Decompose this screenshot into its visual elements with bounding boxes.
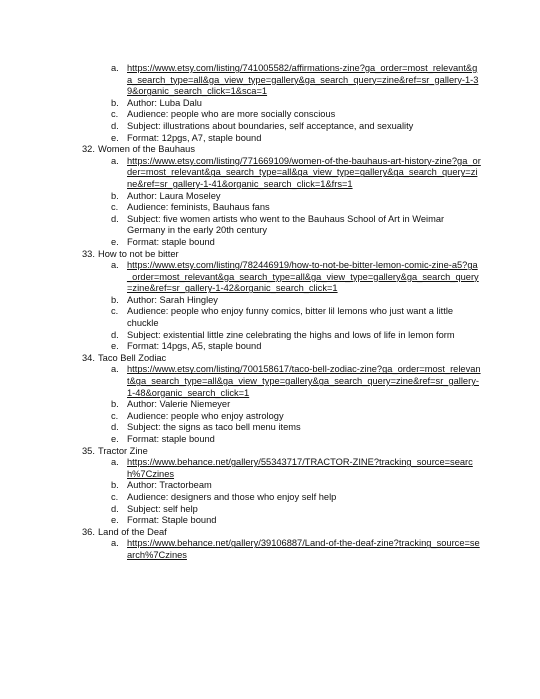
entry-title-text: Taco Bell Zodiac: [98, 352, 167, 363]
item-letter: d.: [111, 120, 119, 131]
zine-entry: [82, 249, 482, 353]
list-item: [111, 480, 482, 492]
item-letter: a.: [111, 260, 119, 271]
list-item[interactable]: [111, 538, 482, 561]
item-letter: d.: [111, 503, 119, 514]
link-wrapper: [127, 156, 482, 191]
item-text: Format: Staple bound: [127, 515, 217, 526]
item-letter: e.: [111, 434, 119, 444]
list-item: [111, 133, 482, 145]
link-wrapper: [127, 538, 482, 561]
list-item[interactable]: [111, 260, 482, 295]
item-text: Subject: the signs as taco bell menu items: [127, 422, 301, 433]
item-letter: c.: [111, 306, 119, 317]
list-item: [111, 330, 482, 342]
source-link[interactable]: https://www.etsy.com/listing/771669109/women-of-the-bauhaus-art-history-zine?ga_order=most_relevant&ga_search_type=all&ga_view_type=gallery&ga_search_query=zine&ref=sr_gallery-1-41&organic_search_click=1&frs=1: [127, 155, 481, 189]
item-text: Audience: people who enjoy astrology: [127, 410, 284, 421]
list-item: [111, 492, 482, 504]
item-letter: c.: [111, 202, 119, 213]
list-item: [111, 515, 482, 527]
entry-title-text: How to not be bitter: [98, 248, 179, 259]
item-letter: d.: [111, 329, 119, 340]
item-text: Subject: self help: [127, 503, 198, 514]
list-item: [111, 422, 482, 434]
list-item: [111, 202, 482, 214]
item-text: Audience: people who enjoy funny comics, bitter lil lemons who just want a little chuckle: [127, 306, 454, 329]
entry-title: [82, 446, 482, 458]
list-item: [111, 306, 482, 329]
item-letter: e.: [111, 515, 119, 526]
entry-number: 33.: [82, 248, 95, 259]
item-text: Format: 12pgs, A7, staple bound: [127, 132, 262, 143]
item-letter: c.: [111, 109, 119, 120]
item-letter: c.: [111, 491, 119, 502]
entry-continued: [82, 63, 482, 144]
source-link[interactable]: https://www.behance.net/gallery/55343717/TRACTOR-ZINE?tracking_source=search%7Czines: [127, 457, 473, 479]
list-item: [111, 109, 482, 121]
item-letter: b.: [111, 97, 119, 108]
item-text: Author: Tractorbeam: [127, 480, 212, 491]
zine-entry: [82, 527, 482, 562]
link-wrapper: [127, 364, 482, 399]
item-text: Format: 14pgs, A5, staple bound: [127, 341, 262, 352]
entry-title-text: Land of the Deaf: [98, 526, 167, 537]
list-item: [111, 411, 482, 423]
list-item: [111, 121, 482, 133]
entry-title: [82, 527, 482, 539]
list-item: [111, 98, 482, 110]
list-item: [111, 214, 482, 237]
item-text: Author: Sarah Hingley: [127, 294, 218, 305]
item-text: Subject: existential little zine celebrating the highs and lows of life in lemon form: [127, 329, 455, 340]
item-letter: e.: [111, 132, 119, 143]
entry-number: 36.: [82, 526, 95, 537]
list-item: [111, 434, 482, 446]
item-text: Subject: illustrations about boundaries, self acceptance, and sexuality: [127, 120, 414, 131]
list-item: [111, 295, 482, 307]
item-text: Author: Laura Moseley: [127, 190, 221, 201]
zine-list: [82, 63, 482, 562]
list-item: [111, 341, 482, 353]
item-letter: a.: [111, 538, 119, 549]
source-link[interactable]: https://www.behance.net/gallery/39106887/Land-of-the-deaf-zine?tracking_source=search%7Czines: [127, 538, 480, 560]
item-letter: b.: [111, 190, 119, 201]
link-wrapper: [127, 457, 482, 480]
list-item: [111, 504, 482, 516]
entry-title: [82, 353, 482, 365]
entry-title: [82, 249, 482, 261]
item-text: Audience: designers and those who enjoy self help: [127, 491, 337, 502]
source-link[interactable]: https://www.etsy.com/listing/741005582/affirmations-zine?ga_order=most_relevant&ga_search_type=all&ga_view_type=gallery&ga_search_query=zine&ref=sr_gallery-1-39&organic_search_click=1&sca=1: [127, 63, 479, 97]
source-link[interactable]: https://www.etsy.com/listing/700158617/taco-bell-zodiac-zine?ga_order=most_relevant&ga_search_type=all&ga_view_type=gallery&ga_search_query=zine&ref=sr_gallery-1-48&organic_search_click=1: [127, 364, 481, 398]
item-letter: a.: [111, 457, 119, 468]
item-letter: d.: [111, 213, 119, 224]
link-wrapper: [127, 63, 482, 98]
list-item[interactable]: [111, 156, 482, 191]
entry-title-text: Women of the Bauhaus: [98, 144, 195, 155]
item-letter: e.: [111, 236, 119, 247]
list-item: [111, 399, 482, 411]
item-text: Audience: people who are more socially conscious: [127, 109, 336, 120]
item-text: Audience: feminists, Bauhaus fans: [127, 202, 270, 213]
entry-number: 35.: [82, 445, 95, 456]
zine-entry: [82, 446, 482, 527]
list-item[interactable]: [111, 364, 482, 399]
entry-title-text: Tractor Zine: [98, 445, 148, 456]
entry-number: 34.: [82, 352, 95, 363]
item-letter: a.: [111, 364, 119, 375]
item-letter: a.: [111, 63, 119, 73]
item-letter: b.: [111, 399, 119, 410]
item-letter: c.: [111, 410, 119, 421]
list-item[interactable]: [111, 457, 482, 480]
link-wrapper: [127, 260, 482, 295]
item-text: Format: staple bound: [127, 236, 215, 247]
list-item: [111, 237, 482, 249]
item-letter: b.: [111, 294, 119, 305]
list-item[interactable]: [111, 63, 482, 98]
item-text: Author: Luba Dalu: [127, 97, 202, 108]
item-letter: a.: [111, 155, 119, 166]
list-item: [111, 191, 482, 203]
item-text: Author: Valerie Niemeyer: [127, 399, 231, 410]
item-letter: b.: [111, 480, 119, 491]
item-text: Subject: five women artists who went to the Bauhaus School of Art in Weimar Germany in the early 20th century: [127, 213, 445, 236]
zine-entry: [82, 353, 482, 446]
item-text: Format: staple bound: [127, 434, 215, 444]
item-letter: d.: [111, 422, 119, 433]
source-link[interactable]: https://www.etsy.com/listing/782446919/how-to-not-be-bitter-lemon-comic-zine-a5?ga_order=most_relevant&ga_search_type=all&ga_view_type=gallery&ga_search_query=zine&ref=sr_gallery-1-42&organic_search_click=1: [127, 260, 479, 294]
zine-entry: [82, 144, 482, 248]
entry-title: [82, 144, 482, 156]
item-letter: e.: [111, 341, 119, 352]
entry-number: 32.: [82, 144, 95, 155]
